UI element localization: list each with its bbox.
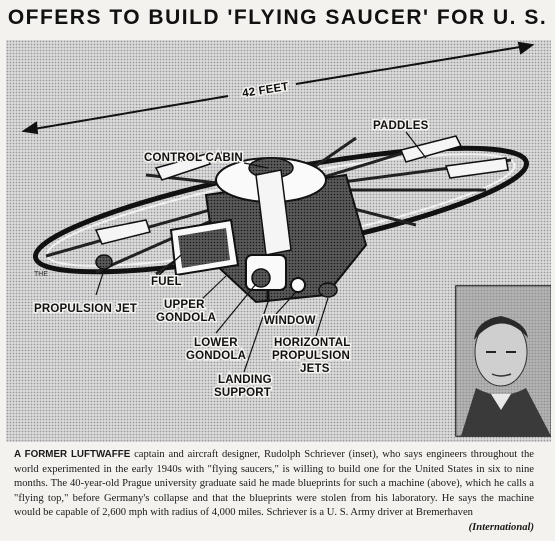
inset-portrait — [456, 286, 551, 436]
label-fuel: FUEL — [151, 276, 182, 288]
label-paddles: PADDLES — [373, 120, 429, 132]
label-window: WINDOW — [264, 315, 316, 327]
caption — [14, 448, 534, 535]
dimension-label: 42 FEET — [241, 80, 290, 101]
artist-mark: THE — [34, 271, 48, 278]
caption-lead: A FORMER LUFTWAFFE — [14, 449, 131, 460]
label-control-cabin: CONTROL CABIN — [144, 152, 243, 164]
label-landing-support: LANDING SUPPORT — [214, 374, 272, 399]
label-propulsion-jet: PROPULSION JET — [34, 303, 138, 315]
label-upper-gondola: UPPER GONDOLA — [156, 299, 217, 324]
label-horizontal-propulsion-jets: HORIZONTAL PROPULSION JETS — [272, 337, 351, 375]
flying-saucer-illustration — [6, 40, 551, 442]
caption-credit: (International) — [468, 521, 534, 533]
caption-body: captain and aircraft designer, Rudolph Schriever (inset), who says engineers throughout the world experimented in the early 1940s with "flying saucers," is willing to build one for the United States in six to nine months. The 40-year-old Prague university graduate said he made blueprints for such a machine (above), which he calls a "flying top," before Germany's collapse and that the blueprints were stolen from his laboratory. He says the machine would be capable of 2,600 mph with radius of 4,000 miles. Schriever is a U. S. Army driver at Bremerhaven — [14, 449, 534, 518]
headline: OFFERS TO BUILD 'FLYING SAUCER' FOR U. S. — [7, 6, 548, 29]
label-lower-gondola: LOWER GONDOLA — [186, 337, 247, 362]
